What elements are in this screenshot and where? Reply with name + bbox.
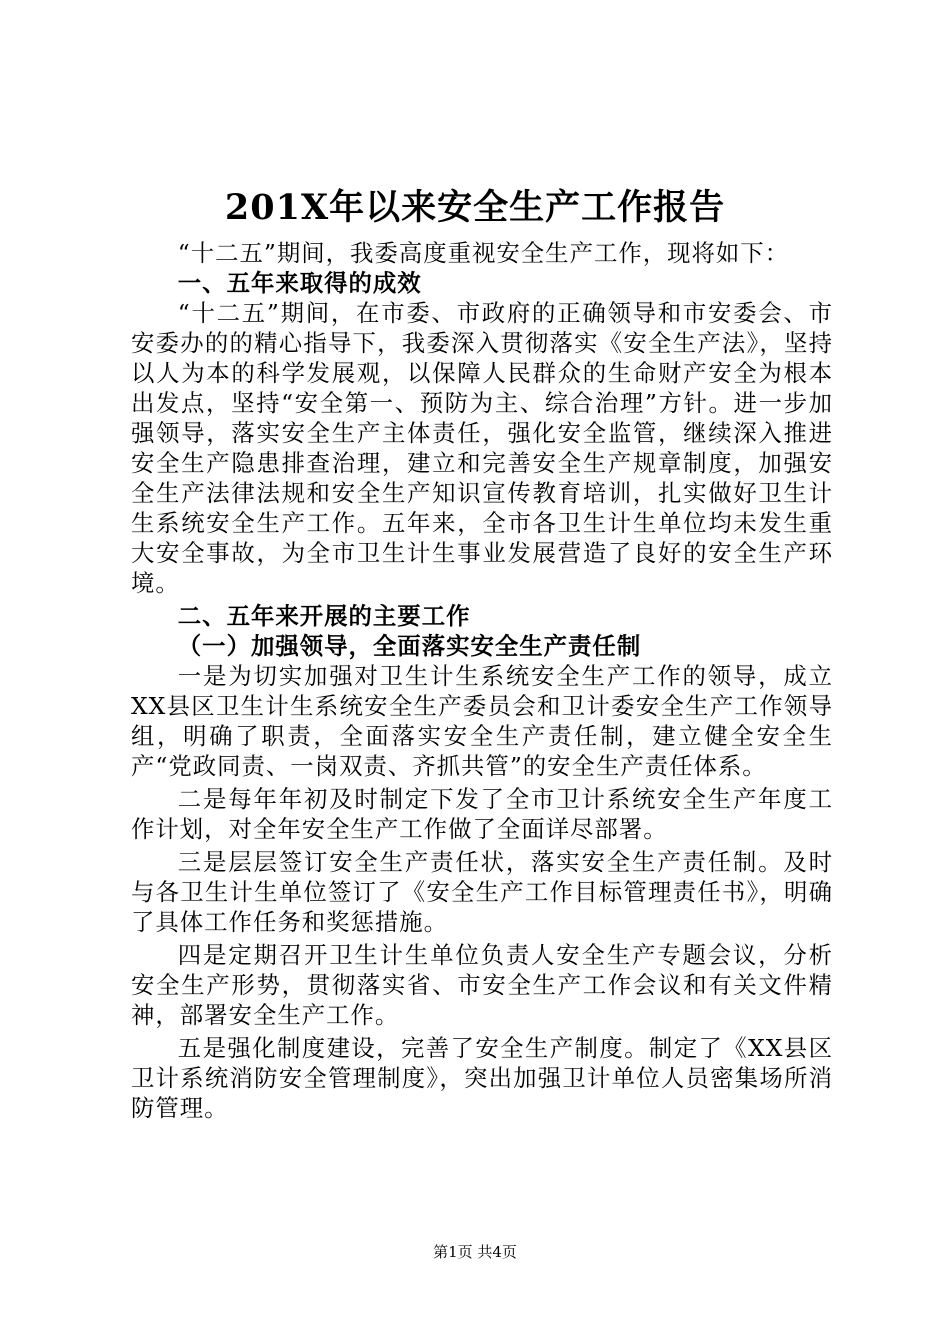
document-title: 201X年以来安全生产工作报告 <box>224 187 726 228</box>
paragraph-item-five: 五是强化制度建设，完善了安全生产制度。制定了《XX县区卫计系统消防安全管理制度》，突出加强卫计单位人员密集场所消防管理。 <box>131 1034 833 1122</box>
section-heading-main-work: 二、五年来开展的主要工作 <box>177 602 471 630</box>
paragraph-item-four: 四是定期召开卫生计生单位负责人安全生产专题会议，分析安全生产形势，贯彻落实省、市安全生产工作会议和有关文件精神，部署安全生产工作。 <box>131 941 833 1029</box>
page-footer: 第1页 共4页 <box>433 1243 517 1261</box>
paragraph-achievements: “十二五”期间，在市委、市政府的正确领导和市安委会、市安委办的的精心指导下，我委深入贯彻落实《安全生产法》，坚持以人为本的科学发展观，以保障人民群众的生命财产安全为根本出发点，坚持“安全第一、预防为主、综合治理”方针。进一步加强领导，落实安全生产主体责任，强化安全监管，继续深入推进安全生产隐患排查治理，建立和完善安全生产规章制度，加强安全生产法律法规和安全生产知识宣传教育培训，扎实做好卫生计生系统安全生产工作。五年来，全市各卫生计生单位均未发生重大安全事故，为全市卫生计生事业发展营造了良好的安全生产环境。 <box>131 299 833 597</box>
document-body <box>131 238 833 1123</box>
paragraph-item-three: 三是层层签订安全生产责任状，落实安全生产责任制。及时与各卫生计生单位签订了《安全生产工作目标管理责任书》，明确了具体工作任务和奖惩措施。 <box>131 848 833 936</box>
paragraph-item-one: 一是为切实加强对卫生计生系统安全生产工作的领导，成立XX县区卫生计生系统安全生产委员会和卫计委安全生产工作领导组，明确了职责，全面落实安全生产责任制，建立健全安全生产“党政同责、一岗双责、齐抓共管”的安全生产责任体系。 <box>131 662 833 780</box>
section-heading-achievements: 一、五年来取得的成效 <box>177 269 422 297</box>
subsection-heading-leadership: （一）加强领导，全面落实安全生产责任制 <box>177 632 642 660</box>
paragraph-item-two: 二是每年年初及时制定下发了全市卫计系统安全生产年度工作计划，对全年安全生产工作做了全面详尽部署。 <box>131 785 833 843</box>
paragraph-intro: “十二五”期间，我委高度重视安全生产工作，现将如下： <box>177 239 790 267</box>
